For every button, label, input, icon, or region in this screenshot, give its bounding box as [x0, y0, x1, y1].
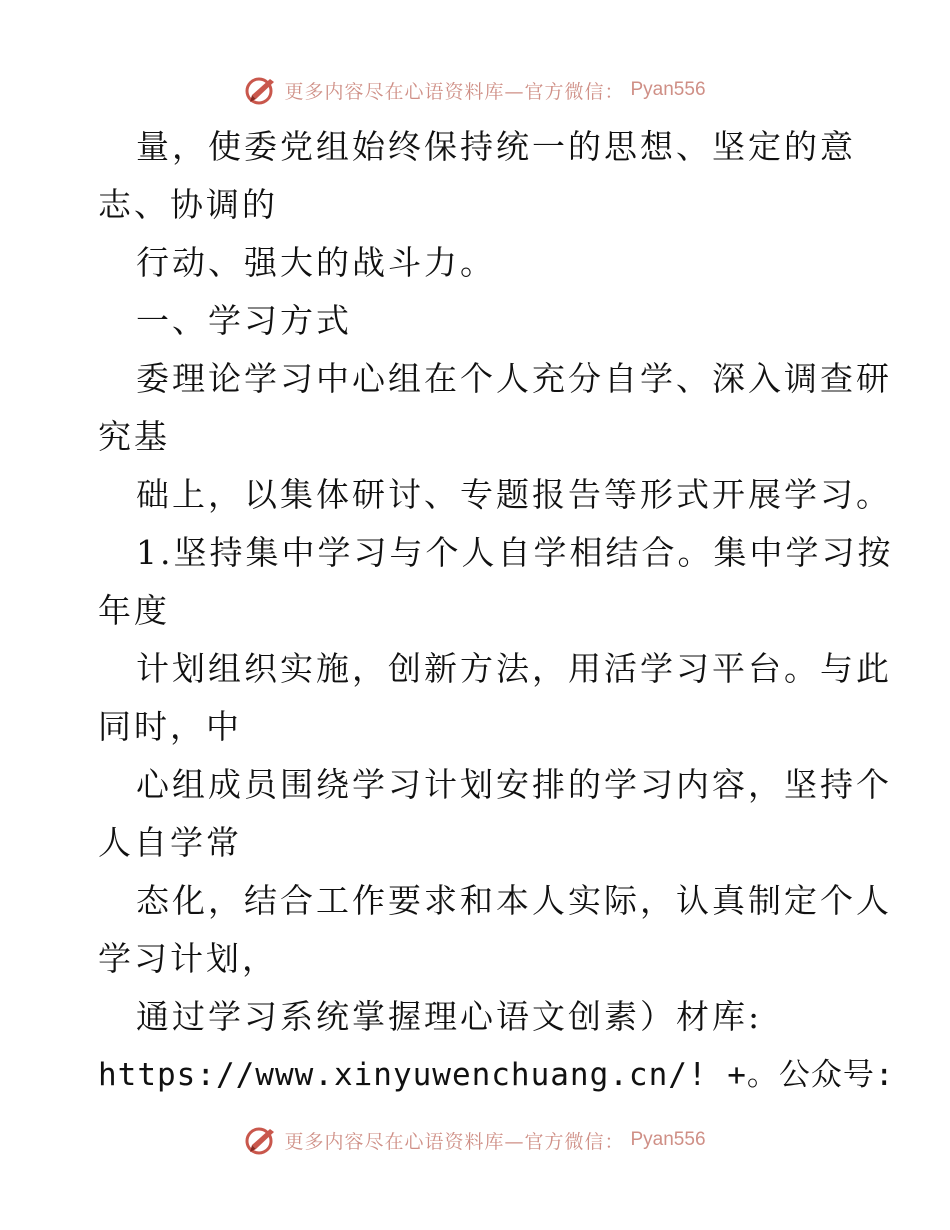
text-line: 年度	[98, 591, 170, 630]
text-line: 计划组织实施，创新方法，用活学习平台。与此	[136, 649, 892, 688]
text-line: 同时，中	[98, 707, 242, 746]
text-line: 行动、强大的战斗力。	[136, 243, 496, 282]
text-line: 1.坚持集中学习与个人自学相结合。集中学习按	[136, 533, 894, 572]
text-line: 究基	[98, 417, 170, 456]
text-line: 通过学习系统掌握理心语文创素）材库:	[136, 997, 763, 1036]
footer-banner	[0, 1120, 950, 1160]
section-heading: 一、学习方式	[136, 301, 352, 340]
header-wechat-id: Pyan556	[630, 79, 706, 100]
text-line: 学习计划，	[98, 939, 278, 978]
text-line: 委理论学习中心组在个人充分自学、深入调查研	[136, 359, 892, 398]
footer-banner-text: 更多内容尽在心语资料库—官方微信：	[284, 1130, 625, 1153]
text-line: 量，使委党组始终保持统一的思想、坚定的意	[136, 127, 856, 166]
text-line: 志、协调的	[98, 185, 278, 224]
footer-wechat-id: Pyan556	[630, 1129, 706, 1150]
text-line: 础上，以集体研讨、专题报告等形式开展学习。	[136, 475, 892, 514]
text-line: 心组成员围绕学习计划安排的学习内容，坚持个	[136, 765, 892, 804]
document-body	[98, 118, 895, 1104]
url-line: https://www.xinyuwenchuang.cn/! +。公众号:	[98, 1057, 895, 1093]
text-line: 态化，结合工作要求和本人实际，认真制定个人	[136, 881, 892, 920]
text-line: 人自学常	[98, 823, 242, 862]
pen-circle-logo-icon	[244, 73, 278, 107]
header-banner-text: 更多内容尽在心语资料库—官方微信：	[284, 80, 625, 103]
pen-circle-logo-icon	[244, 1123, 278, 1157]
header-banner	[0, 70, 950, 110]
